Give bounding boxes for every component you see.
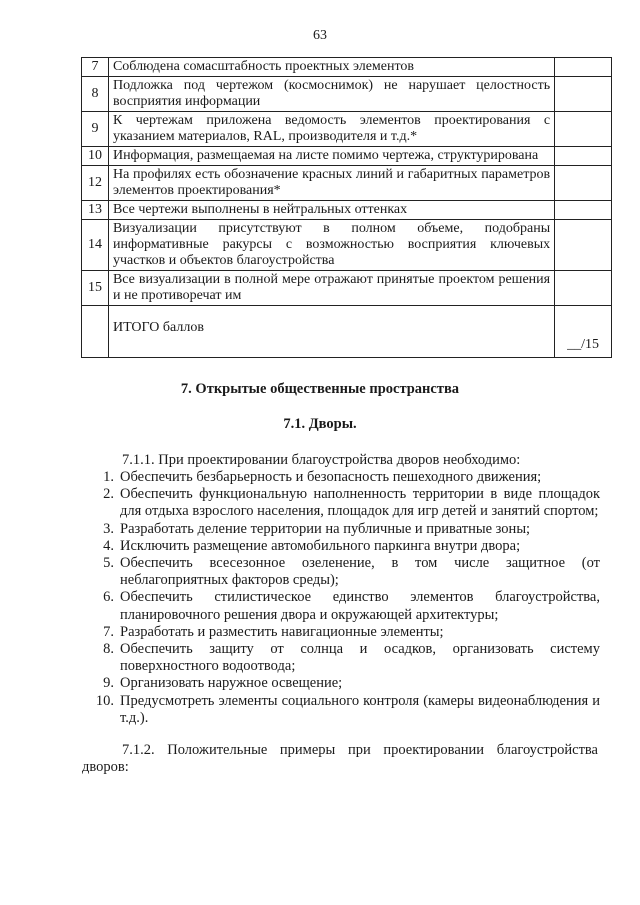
score-cell [555, 77, 612, 112]
score-cell [555, 58, 612, 77]
criterion-text: Визуализации присутствуют в полном объеме, подобраны информативные ракурсы с возможностью восприятия ключевых участков и объектов благоустройства [108, 220, 554, 271]
criterion-text: Соблюдена сомасштабность проектных элементов [108, 58, 554, 77]
score-cell [555, 112, 612, 147]
intro-paragraph: 7.1.1. При проектировании благоустройства дворов необходимо: [122, 452, 521, 468]
table-row [82, 112, 612, 147]
table-row [82, 77, 612, 112]
list-item-number: 5. [103, 555, 114, 572]
list-item-text: Организовать наружное освещение; [120, 675, 343, 692]
row-number: 10 [82, 147, 109, 166]
criterion-text: Информация, размещаемая на листе помимо чертежа, структурирована [108, 147, 554, 166]
table-row [82, 166, 612, 201]
list-item [82, 469, 600, 486]
list-item-number: 2. [103, 486, 114, 503]
list-item [82, 521, 600, 538]
list-item [82, 641, 600, 675]
list-item-number: 4. [103, 537, 114, 554]
list-item-text: Обеспечить защиту от солнца и осадков, организовать систему поверхностного водоотвода; [120, 641, 600, 675]
row-number: 14 [82, 220, 109, 271]
table-row [82, 58, 612, 77]
score-cell [555, 220, 612, 271]
criterion-text: К чертежам приложена ведомость элементов проектирования с указанием материалов, RAL, производителя и т.д.* [108, 112, 554, 147]
list-item [82, 624, 600, 641]
list-item-text: Исключить размещение автомобильного паркинга внутри двора; [120, 537, 521, 554]
list-item-number: 6. [103, 589, 114, 606]
list-item-text: Обеспечить безбарьерность и безопасность пешеходного движения; [120, 469, 542, 485]
table-row [82, 201, 612, 220]
list-item-text: Обеспечить функциональную наполненность территории в виде площадок для отдыха взрослого населения, площадок для игр детей и занятий спортом; [120, 486, 600, 520]
total-label: ИТОГО баллов [108, 306, 554, 358]
subsection-heading: 7.1. Дворы. [283, 416, 357, 432]
total-number-cell [82, 306, 109, 358]
criteria-table [81, 57, 612, 358]
section-heading: 7. Открытые общественные пространства [180, 381, 460, 397]
criterion-text: Подложка под чертежом (космоснимок) не нарушает целостность восприятия информации [108, 77, 554, 112]
criterion-text: Все визуализации в полной мере отражают принятые проектом решения и не противоречат им [108, 271, 554, 306]
outro-paragraph: 7.1.2. Положительные примеры при проектировании благоустройства дворов: [82, 742, 598, 775]
list-item [82, 538, 600, 555]
criterion-text: На профилях есть обозначение красных линий и габаритных параметров элементов проектирования* [108, 166, 554, 201]
row-number: 9 [82, 112, 109, 147]
row-number: 8 [82, 77, 109, 112]
row-number: 15 [82, 271, 109, 306]
row-number: 7 [82, 58, 109, 77]
list-item [82, 675, 600, 692]
list-item [82, 693, 600, 727]
list-item-text: Разработать и разместить навигационные элементы; [120, 623, 444, 640]
row-number: 13 [82, 201, 109, 220]
requirements-list [82, 469, 600, 727]
total-score: __/15 [555, 306, 612, 358]
total-row [82, 306, 612, 358]
list-item [82, 555, 600, 589]
list-item-text: Предусмотреть элементы социального контроля (камеры видеонаблюдения и т.д.). [120, 692, 600, 726]
row-number: 12 [82, 166, 109, 201]
score-cell [555, 147, 612, 166]
score-cell [555, 271, 612, 306]
list-item [82, 589, 600, 623]
page-number: 63 [313, 28, 327, 43]
list-item-number: 9. [103, 675, 114, 692]
table-row [82, 220, 612, 271]
list-item-text: Разработать деление территории на публичные и приватные зоны; [120, 520, 531, 537]
list-item [82, 486, 600, 520]
list-item-number: 10. [95, 692, 114, 709]
criterion-text: Все чертежи выполнены в нейтральных оттенках [108, 201, 554, 220]
table-row [82, 271, 612, 306]
list-item-number: 7. [103, 623, 114, 640]
score-cell [555, 166, 612, 201]
list-item-text: Обеспечить всесезонное озеленение, в том числе защитное (от неблагоприятных факторов среды); [120, 555, 600, 589]
list-item-number: 3. [103, 520, 114, 537]
table-row [82, 147, 612, 166]
list-item-text: Обеспечить стилистическое единство элементов благоустройства, планировочного решения двора и окружающей архитектуры; [120, 589, 600, 623]
score-cell [555, 201, 612, 220]
list-item-number: 1. [103, 469, 114, 485]
list-item-number: 8. [103, 641, 114, 658]
